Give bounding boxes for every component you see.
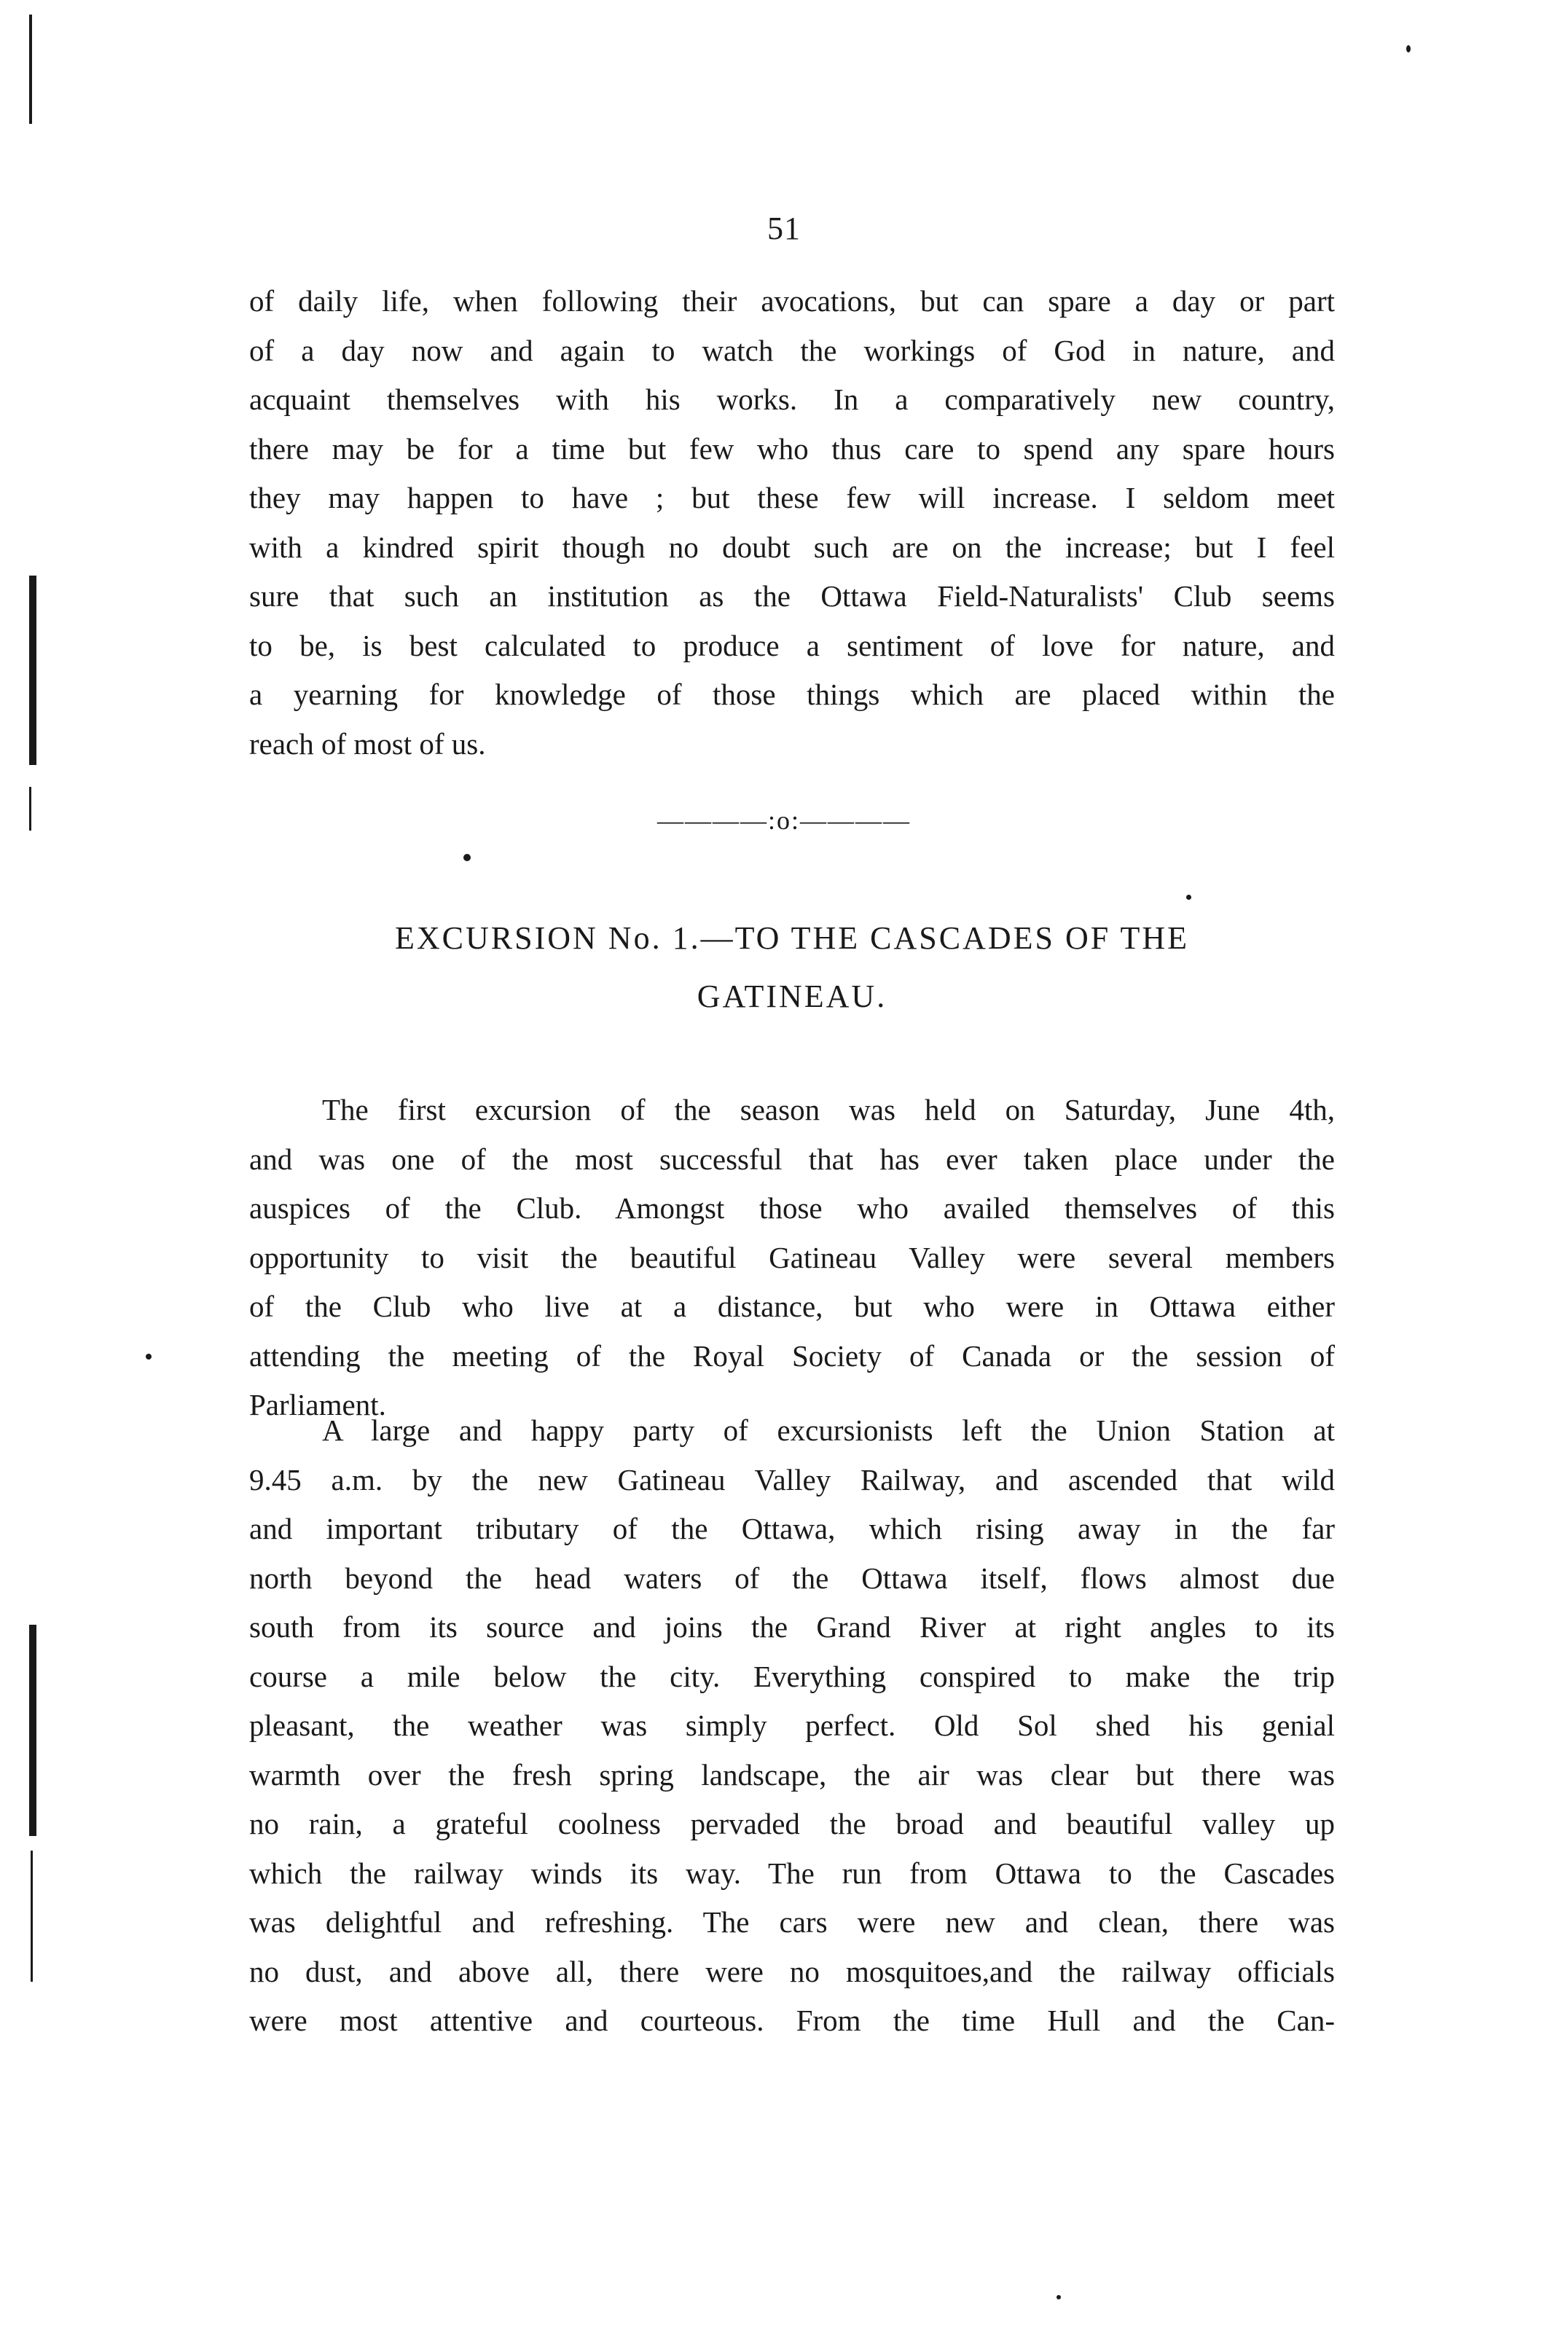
text-line: no rain, a grateful coolness pervaded the broad and beautiful valley up <box>249 1807 1335 1840</box>
text-line: they may happen to have ; but these few will increase. I seldom meet <box>249 481 1335 514</box>
text-line: opportunity to visit the beautiful Gatineau Valley were several members <box>249 1240 1335 1274</box>
text-line: The first excursion of the season was held on Saturday, June 4th, <box>322 1093 1335 1126</box>
text-line: no dust, and above all, there were no mosquitoes,and the railway officials <box>249 1954 1335 1988</box>
text-line: and important tributary of the Ottawa, which rising away in the far <box>249 1512 1335 1545</box>
paragraph-continuation <box>249 277 1335 769</box>
text-line: was delightful and refreshing. The cars were new and clean, there was <box>249 1905 1335 1939</box>
paragraph <box>249 1086 1335 1430</box>
text-line: reach of most of us. <box>249 726 486 761</box>
section-heading: EXCURSION No. 1.—TO THE CASCADES OF THE <box>395 920 1189 956</box>
text-line: south from its source and joins the Grand River at right angles to its <box>249 1610 1335 1644</box>
section-separator: ————:o:———— <box>656 806 911 835</box>
text-line: and was one of the most successful that has ever taken place under the <box>249 1142 1335 1176</box>
text-line: were most attentive and courteous. From the time Hull and the Can- <box>249 2004 1335 2037</box>
text-line: north beyond the head waters of the Ottawa itself, flows almost due <box>249 1561 1335 1595</box>
scan-speck <box>1057 2295 1061 2299</box>
text-line: to be, is best calculated to produce a sentiment of love for nature, and <box>249 628 1335 662</box>
text-line: pleasant, the weather was simply perfect. Old Sol shed his genial <box>249 1709 1335 1742</box>
scan-speck <box>1406 45 1411 52</box>
paragraph <box>249 1406 1335 2046</box>
binding-edge-mark <box>29 15 32 124</box>
text-line: warmth over the fresh spring landscape, the air was clear but there was <box>249 1757 1335 1792</box>
text-line: course a mile below the city. Everything conspired to make the trip <box>249 1659 1335 1693</box>
scan-speck <box>463 854 471 861</box>
text-line: sure that such an institution as the Ottawa Field-Naturalists' Club seems <box>249 579 1335 613</box>
text-line: a yearning for knowledge of those things which are placed within the <box>249 678 1335 711</box>
scan-speck <box>146 1354 152 1360</box>
text-line: 9.45 a.m. by the new Gatineau Valley Railway, and ascended that wild <box>249 1462 1335 1497</box>
text-line: A large and happy party of excursionists left the Union Station at <box>322 1413 1335 1447</box>
binding-edge-mark <box>31 1851 33 1982</box>
binding-edge-mark <box>29 1625 36 1836</box>
text-line: there may be for a time but few who thus care to spend any spare hours <box>249 431 1335 466</box>
text-line: attending the meeting of the Royal Society of Canada or the session of <box>249 1338 1335 1373</box>
section-heading-continued: GATINEAU. <box>697 978 887 1014</box>
text-line: with a kindred spirit though no doubt such are on the increase; but I feel <box>249 530 1335 564</box>
binding-edge-mark <box>29 576 36 765</box>
text-line: Parliament. <box>249 1388 386 1421</box>
text-line: acquaint themselves with his works. In a comparatively new country, <box>249 383 1335 416</box>
text-line: auspices of the Club. Amongst those who availed themselves of this <box>249 1191 1335 1225</box>
scan-speck <box>1186 895 1191 900</box>
text-line: which the railway winds its way. The run from Ottawa to the Cascades <box>249 1856 1335 1890</box>
text-line: of daily life, when following their avocations, but can spare a day or part <box>249 284 1335 318</box>
page-number: 51 <box>767 211 801 246</box>
text-line: of the Club who live at a distance, but who were in Ottawa either <box>249 1290 1335 1323</box>
text-line: of a day now and again to watch the workings of God in nature, and <box>249 333 1335 367</box>
